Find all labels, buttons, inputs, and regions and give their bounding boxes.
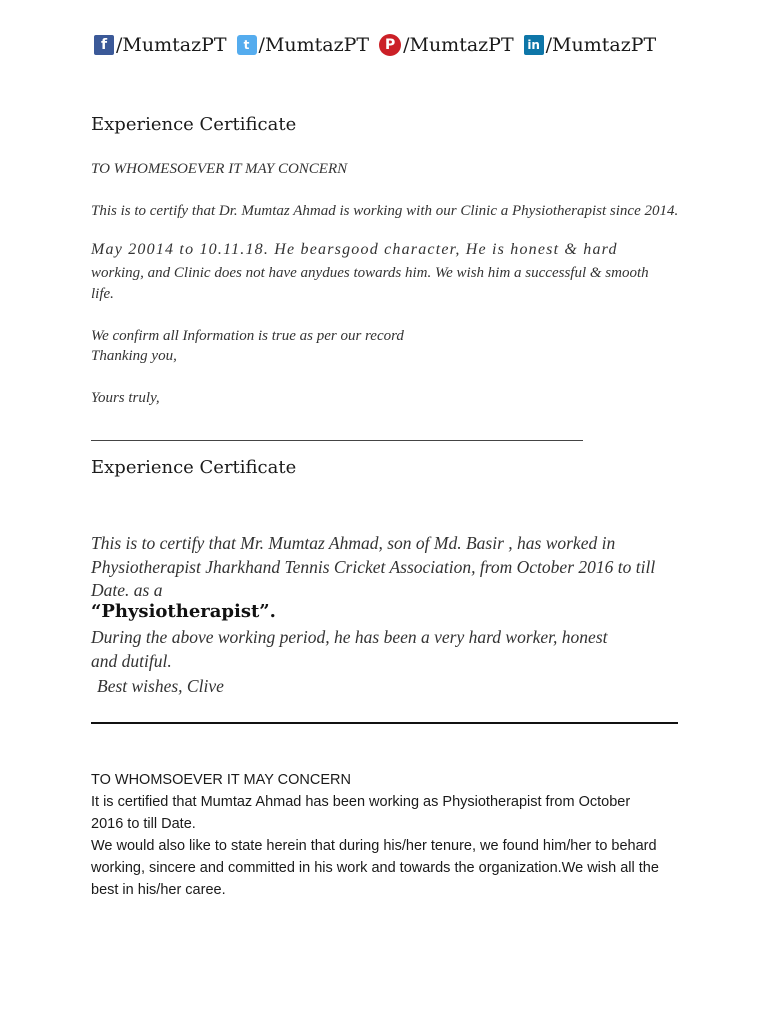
social-link-facebook[interactable]: [94, 34, 227, 56]
cert3-line1: It is certified that Mumtaz Ahmad has been working as Physiotherapist from October 2016 to till Date.: [91, 794, 631, 832]
cert1-line1: This is to certify that Dr. Mumtaz Ahmad is working with our Clinic a Physiotherapist since 2014.: [91, 203, 679, 219]
cert1-thanks: Thanking you,: [91, 348, 177, 364]
cert1-line2: May 20014 to 10.11.18. He bearsgood character, He is honest & hard: [91, 241, 618, 258]
cert1-closing: Yours truly,: [91, 390, 160, 406]
cert3-line2: We would also like to state herein that during his/her tenure, we found him/her to behard working, sincere and committed in his work and towards the organization.We wish all the best in his/her caree.: [91, 838, 659, 898]
pinterest-icon: P: [379, 34, 401, 56]
divider-line-thick: [91, 722, 678, 724]
cert1-title: Experience Certificate: [91, 114, 297, 135]
social-links-bar: [94, 34, 666, 56]
social-link-linkedin[interactable]: [524, 34, 657, 56]
cert2-body: This is to certify that Mr. Mumtaz Ahmad, son of Md. Basir , has worked in Physiotherapist Jharkhand Tennis Cricket Association, from October 2016 to till Date. as a: [91, 533, 656, 600]
social-link-pinterest[interactable]: [379, 34, 514, 56]
twitter-handle: /MumtazPT: [258, 34, 370, 56]
pinterest-handle: /MumtazPT: [403, 34, 514, 56]
cert1-line3: working, and Clinic does not have anydues towards him. We wish him a successful & smooth life.: [91, 265, 649, 302]
linkedin-handle: /MumtazPT: [545, 34, 657, 56]
cert1-salutation: TO WHOMESOEVER IT MAY CONCERN: [91, 161, 348, 177]
cert1-confirm: We confirm all Information is true as per our record: [91, 328, 404, 344]
cert2-wishes: Best wishes, Clive: [97, 676, 224, 696]
facebook-handle: /MumtazPT: [116, 34, 227, 56]
twitter-icon: t: [237, 35, 257, 55]
social-link-twitter[interactable]: [237, 34, 370, 56]
cert2-during: During the above working period, he has been a very hard worker, honest and dutiful.: [91, 627, 608, 671]
cert2-title: Experience Certificate: [91, 457, 297, 478]
facebook-icon: f: [94, 35, 114, 55]
cert2-role: “Physiotherapist”.: [91, 601, 276, 622]
linkedin-icon: in: [524, 35, 544, 55]
divider-line: [91, 440, 583, 441]
cert3-salutation: TO WHOMSOEVER IT MAY CONCERN: [91, 772, 351, 788]
